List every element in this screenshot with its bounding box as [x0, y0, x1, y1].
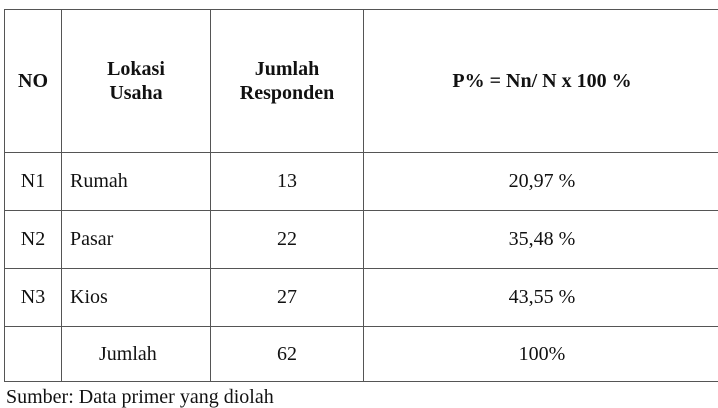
header-location	[62, 10, 211, 153]
total-label: Jumlah	[62, 327, 211, 382]
header-no: NO	[5, 10, 62, 153]
table-row	[5, 211, 718, 269]
source-note: Sumber: Data primer yang diolah	[6, 386, 274, 408]
header-respondents-line2: Responden	[240, 82, 334, 104]
row-no: N1	[5, 153, 62, 211]
header-percent-formula: P% = Nn/ N x 100 %	[364, 10, 718, 153]
row-location: Rumah	[62, 153, 211, 211]
row-location: Kios	[62, 269, 211, 327]
row-location: Pasar	[62, 211, 211, 269]
header-location-line1: Lokasi	[107, 58, 165, 80]
total-no-empty	[5, 327, 62, 382]
header-location-line2: Usaha	[109, 82, 162, 104]
table-row	[5, 269, 718, 327]
row-no: N2	[5, 211, 62, 269]
row-no: N3	[5, 269, 62, 327]
respondent-location-table	[4, 9, 718, 382]
table-total-row	[5, 327, 718, 382]
row-percent: 35,48 %	[364, 211, 718, 269]
header-respondents-line1: Jumlah	[255, 58, 319, 80]
header-respondents	[211, 10, 364, 153]
row-respondents: 13	[211, 153, 364, 211]
table-header-row	[5, 10, 718, 153]
row-percent: 43,55 %	[364, 269, 718, 327]
total-percent: 100%	[364, 327, 718, 382]
row-respondents: 22	[211, 211, 364, 269]
total-respondents: 62	[211, 327, 364, 382]
table-row	[5, 153, 718, 211]
row-percent: 20,97 %	[364, 153, 718, 211]
row-respondents: 27	[211, 269, 364, 327]
